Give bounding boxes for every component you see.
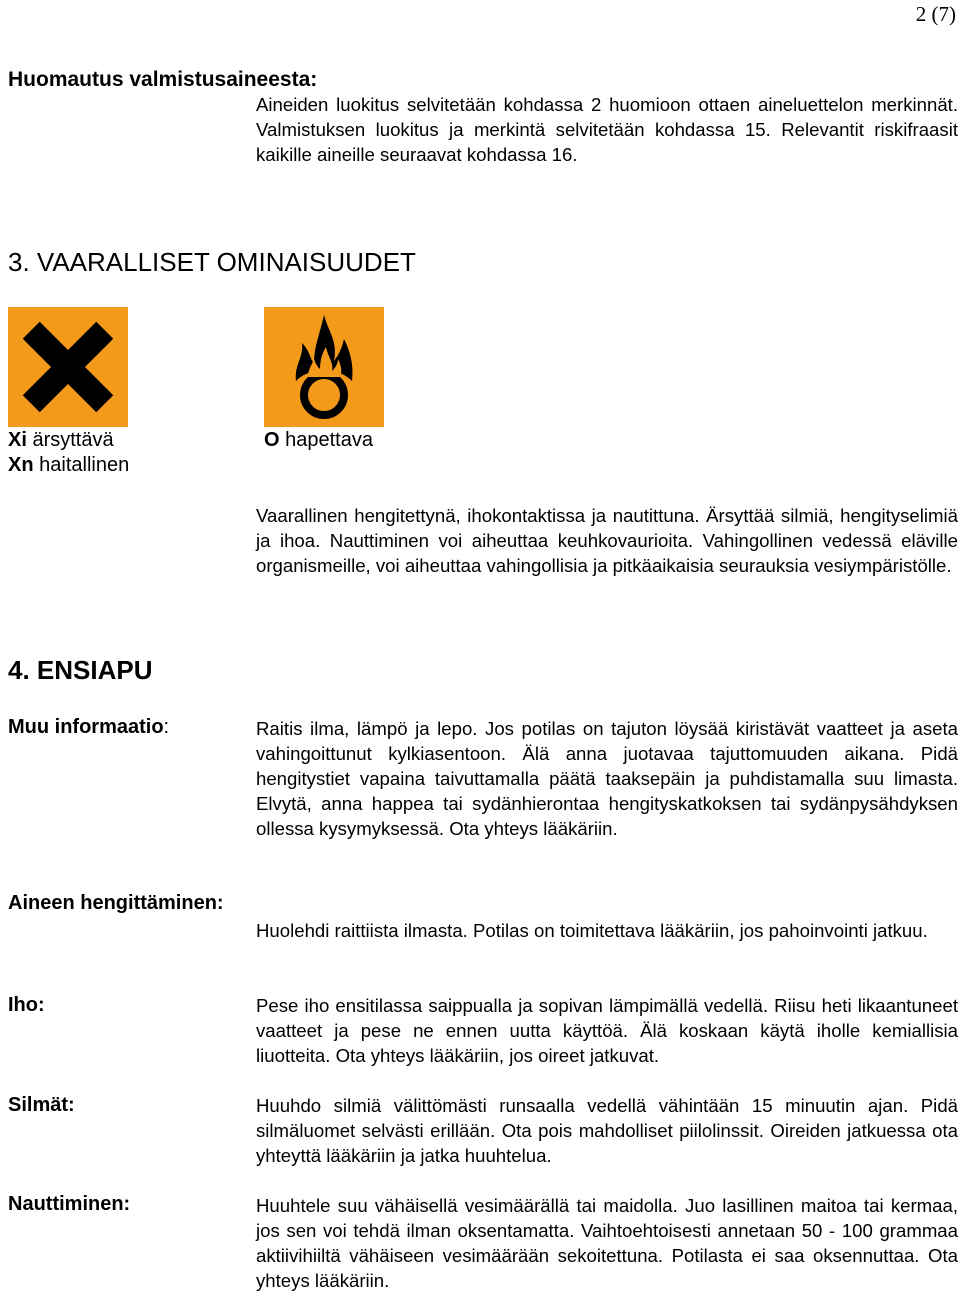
section-4-title — [8, 655, 153, 686]
label-muu-informaatio — [8, 716, 169, 739]
flame-over-circle-icon — [264, 307, 384, 427]
caption-line — [8, 453, 129, 478]
label-text: Iho: — [8, 994, 45, 1016]
hazard-code: Xn — [8, 454, 34, 476]
irritant-pictogram — [8, 307, 128, 427]
section-4-name: ENSIAPU — [36, 655, 153, 685]
caption-line — [8, 428, 129, 453]
note-text: Aineiden luokitus selvitetään kohdassa 2 huomioon ottaen aineluettelon merkinnät. Valmistuksen luokitus ja merkintä selvitetään kohdassa 15. Relevantit riskifraasit kaikille aineille seuraavat kohdassa 16. — [256, 94, 958, 165]
label-aineen-hengittaminen — [8, 892, 224, 915]
hazard-code: Xi — [8, 429, 27, 451]
caption-line — [264, 428, 373, 453]
section-4-number: 4. — [8, 655, 30, 685]
text-nauttiminen: Huuhtele suu vähäisellä vesimäärällä tai maidolla. Juo lasillinen maitoa tai kermaa, jos sen voi tehdä ilman oksentamatta. Vaihtoehtoisesti annetaan 50 - 100 grammaa aktiivihiiltä vähäiseen vesimäärään sekoitettuna. Potilasta ei saa oksennuttaa. Ota yhteys lääkäriin. — [256, 1195, 958, 1291]
hazard-label: hapettava — [285, 429, 373, 451]
section-3-title: 3. VAARALLISET OMINAISUUDET — [8, 247, 416, 277]
cross-icon — [8, 307, 128, 427]
label-text: Silmät: — [8, 1094, 75, 1116]
oxidizing-caption — [264, 428, 373, 453]
label-iho — [8, 994, 45, 1017]
hazard-code: O — [264, 429, 280, 451]
hazard-label: haitallinen — [39, 454, 130, 476]
oxidizing-pictogram — [264, 307, 384, 427]
label-silmat — [8, 1094, 75, 1117]
text-muu-informaatio: Raitis ilma, lämpö ja lepo. Jos potilas on tajuton löysää kiristävät vaatteet ja aseta vahingoittunut kylkiasentoon. Älä anna juotavaa tajuttomuuden aikana. Pidä hengitystiet vapaina taivuttamalla päätä taaksepäin ja puhdistamalla suu limasta. Elvytä, anna happea tai sydänhierontaa hengityskatkoksen tai sydänpysähdyksen ollessa kysymyksessä. Ota yhteys lääkäriin. — [256, 718, 958, 839]
page-number: 2 (7) — [915, 2, 956, 26]
irritant-caption — [8, 428, 129, 478]
section-3-text: Vaarallinen hengitettynä, ihokontaktissa ja nautittuna. Ärsyttää silmiä, hengityselimiä ja ihoa. Nauttiminen voi aiheuttaa keuhkovaurioita. Vahingollinen vedessä eläville organismeille, voi aiheuttaa vahingollisia ja pitkäaikaisia seurauksia vesiympäristölle. — [256, 505, 958, 576]
hazard-label: ärsyttävä — [32, 429, 114, 451]
label-text: Nauttiminen: — [8, 1193, 131, 1215]
label-suffix: : — [163, 716, 170, 738]
note-heading: Huomautus valmistusaineesta: — [8, 68, 318, 91]
text-silmat: Huuhdo silmiä välittömästi runsaalla vedellä vähintään 15 minuutin ajan. Pidä silmäluomet selvästi erillään. Ota pois mahdolliset piilolinssit. Oireiden jatkuessa ota yhteyttä lääkäriin ja jatka huuhtelua. — [256, 1095, 958, 1166]
text-iho: Pese iho ensitilassa saippualla ja sopivan lämpimällä vedellä. Riisu heti likaantuneet vaatteet ja pese ne ennen uutta käyttöä. Älä koskaan käytä iholle kemiallisia liuotteita. Ota yhteys lääkäriin, jos oireet jatkuvat. — [256, 995, 958, 1066]
label-nauttiminen — [8, 1193, 130, 1216]
label-text: Muu informaatio — [8, 716, 164, 738]
label-text: Aineen hengittäminen: — [8, 892, 224, 914]
text-aineen-hengittaminen: Huolehdi raittiista ilmasta. Potilas on toimitettava lääkäriin, jos pahoinvointi jatkuu. — [256, 920, 928, 941]
